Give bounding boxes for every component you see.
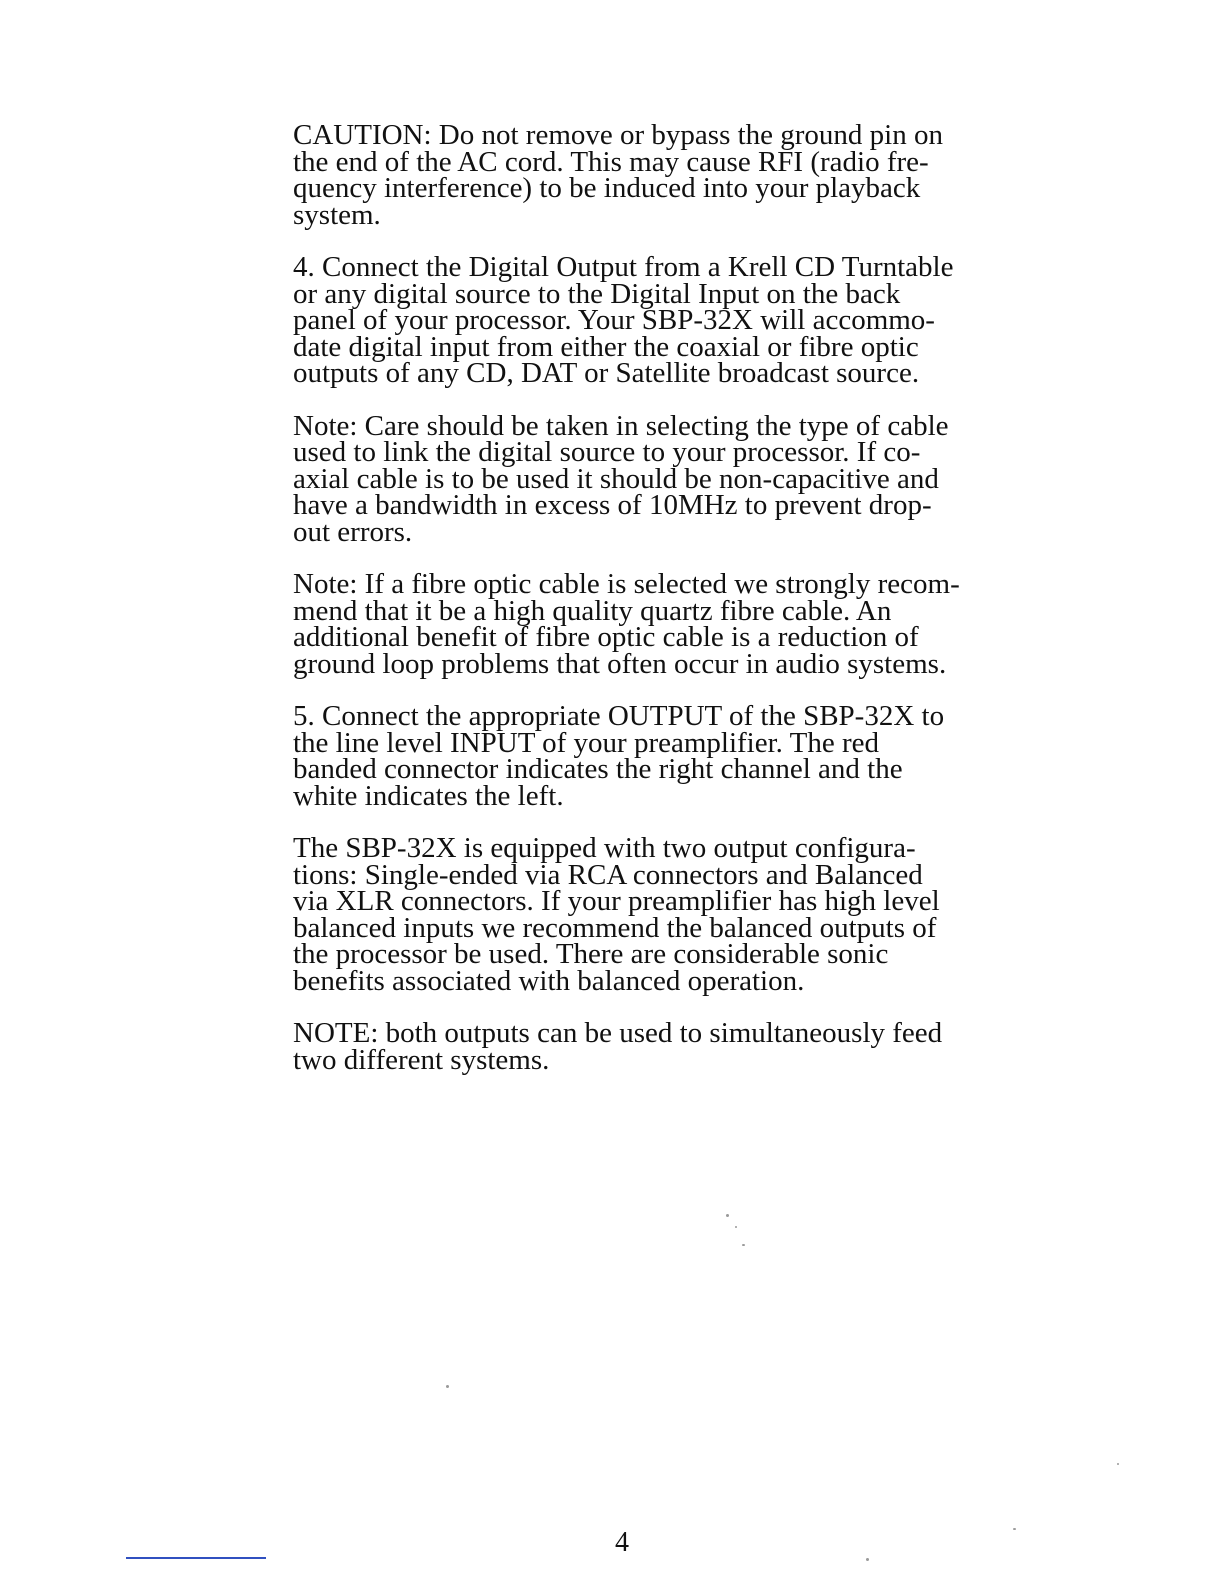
scan-speck [1013,1528,1016,1530]
scan-speck [866,1558,869,1561]
text-line: The SBP-32X is equipped with two output configura- [293,832,916,864]
scan-speck [726,1214,729,1217]
text-line: the processor be used. There are considerable sonic [293,938,889,970]
text-line: 4. Connect the Digital Output from a Krell CD Turntable [293,251,954,283]
note-coaxial-paragraph [293,409,1013,548]
note-both-outputs-paragraph [293,1017,1013,1076]
text-line: out errors. [293,515,413,548]
step-5-paragraph [293,700,1013,812]
output-config-paragraph [293,832,1013,997]
text-line: date digital input from either the coaxial or fibre optic [293,330,919,363]
text-line: outputs of any CD, DAT or Satellite broadcast source. [293,357,920,389]
scan-speck [742,1244,745,1246]
text-line: tions: Single-ended via RCA connectors and Balanced [293,858,923,891]
caution-paragraph [293,119,1013,231]
text-line: the line level INPUT of your preamplifier. The red [293,726,880,759]
text-line: via XLR connectors. If your preamplifier has high level [293,885,940,917]
footer-rule [126,1557,266,1559]
text-line: benefits associated with balanced operation. [293,964,805,997]
scan-speck [446,1385,449,1388]
text-line: NOTE: both outputs can be used to simultaneously feed [293,1017,943,1049]
text-line: white indicates the left. [293,779,564,812]
note-fibre-paragraph [293,568,1013,680]
text-line: used to link the digital source to your processor. If co- [293,436,921,468]
text-line: or any digital source to the Digital Input on the back [293,277,901,310]
text-line: 5. Connect the appropriate OUTPUT of the SBP-32X to [293,700,945,732]
text-line: the end of the AC cord. This may cause RFI (radio fre- [293,145,929,178]
text-line: system. [293,198,381,231]
page-number: 4 [615,1527,629,1558]
text-line: mend that it be a high quality quartz fibre cable. An [293,594,892,627]
text-line: ground loop problems that often occur in audio systems. [293,647,947,680]
scan-speck [735,1226,737,1228]
text-line: panel of your processor. Your SBP-32X will accommo- [293,304,935,336]
text-line: balanced inputs we recommend the balanced outputs of [293,911,937,944]
text-line: quency interference) to be induced into your playback [293,172,921,204]
text-line: two different systems. [293,1043,550,1076]
text-line: Note: If a fibre optic cable is selected we strongly recom- [293,568,960,600]
text-line: axial cable is to be used it should be non-capacitive and [293,462,939,495]
body-text [293,119,1013,1099]
text-line: CAUTION: Do not remove or bypass the ground pin on [293,119,943,151]
text-line: Note: Care should be taken in selecting the type of cable [293,409,949,442]
text-line: banded connector indicates the right channel and the [293,753,903,785]
step-4-paragraph [293,251,1013,389]
text-line: have a bandwidth in excess of 10MHz to prevent drop- [293,489,932,521]
text-line: additional benefit of fibre optic cable is a reduction of [293,621,919,653]
scan-speck [1117,1463,1119,1465]
